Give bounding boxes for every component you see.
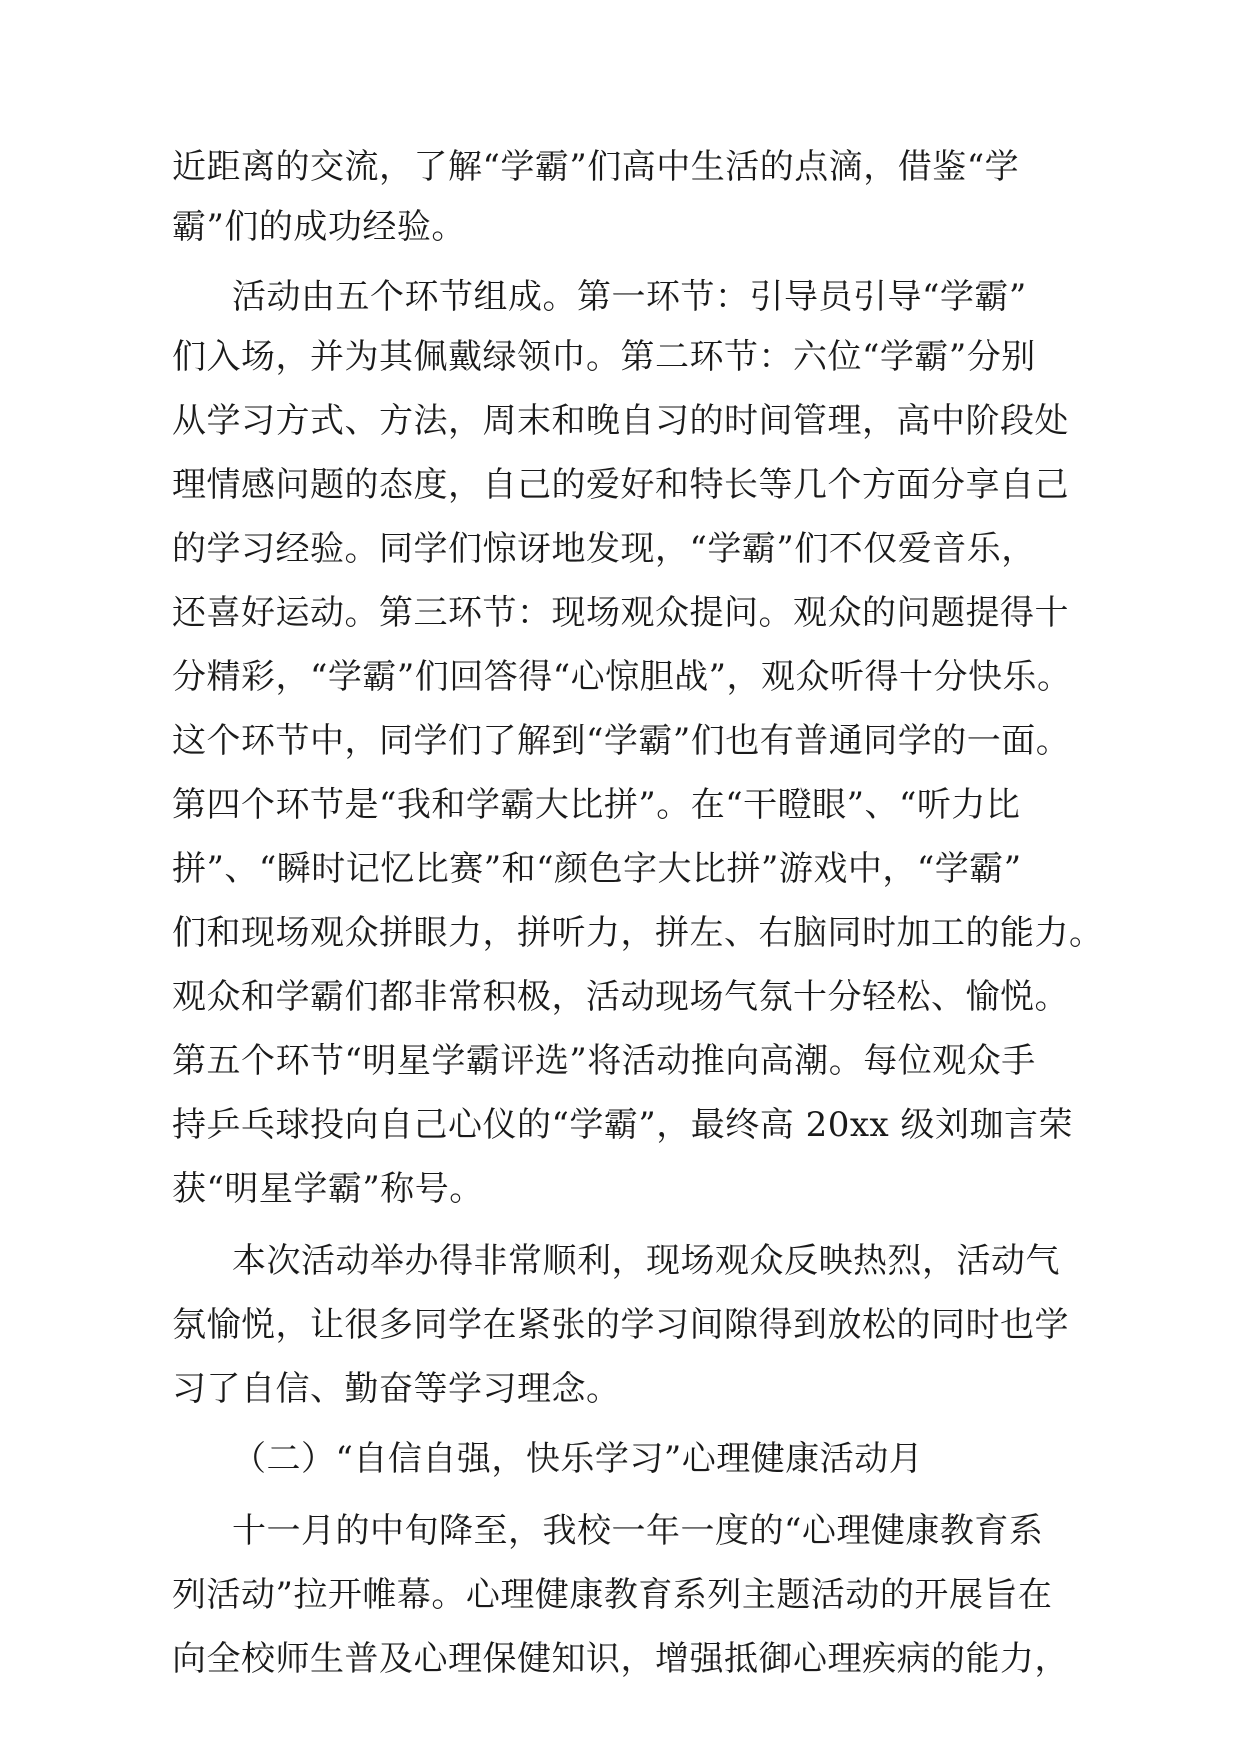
paragraph-line: 向全校师生普及心理保健知识，增强抵御心理疾病的能力， xyxy=(172,1639,1069,1679)
paragraph-line: 这个环节中，同学们了解到“学霸”们也有普通同学的一面。 xyxy=(172,721,1071,761)
paragraph-line: 第五个环节“明星学霸评选”将活动推向高潮。每位观众手 xyxy=(172,1041,1036,1081)
paragraph-line: 十一月的中旬降至，我校一年一度的“心理健康教育系 xyxy=(232,1511,1044,1551)
paragraph-line: 氛愉悦，让很多同学在紧张的学习间隙得到放松的同时也学 xyxy=(172,1305,1069,1345)
paragraph-line: 习了自信、勤奋等学习理念。 xyxy=(172,1369,621,1409)
paragraph-line: 持乒乓球投向自己心仪的“学霸”，最终高 20xx 级刘珈言荣 xyxy=(172,1105,1073,1145)
paragraph-line: 第四个环节是“我和学霸大比拼”。在“干瞪眼”、“听力比 xyxy=(172,785,1021,825)
paragraph-line: 的学习经验。同学们惊讶地发现，“学霸”们不仅爱音乐， xyxy=(172,529,1036,569)
paragraph-line: 观众和学霸们都非常积极，活动现场气氛十分轻松、愉悦。 xyxy=(172,977,1069,1017)
paragraph-line: 列活动”拉开帷幕。心理健康教育系列主题活动的开展旨在 xyxy=(172,1575,1053,1615)
paragraph-line: 理情感问题的态度，自己的爱好和特长等几个方面分享自己 xyxy=(172,465,1069,505)
paragraph-line: 从学习方式、方法，周末和晚自习的时间管理，高中阶段处 xyxy=(172,401,1069,441)
section-heading: （二）“自信自强，快乐学习”心理健康活动月 xyxy=(232,1439,924,1479)
paragraph-line: 们入场，并为其佩戴绿领巾。第二环节：六位“学霸”分别 xyxy=(172,337,1036,377)
paragraph-line: 拼”、“瞬时记忆比赛”和“颜色字大比拼”游戏中，“学霸” xyxy=(172,849,1022,889)
paragraph-line: 还喜好运动。第三环节：现场观众提问。观众的问题提得十 xyxy=(172,593,1069,633)
paragraph-line: 本次活动举办得非常顺利，现场观众反映热烈，活动气 xyxy=(232,1241,1060,1281)
paragraph-line: 活动由五个环节组成。第一环节：引导员引导“学霸” xyxy=(232,277,1027,317)
paragraph-line: 们和现场观众拼眼力，拼听力，拼左、右脑同时加工的能力。 xyxy=(172,913,1104,953)
paragraph-line: 获“明星学霸”称号。 xyxy=(172,1169,484,1209)
paragraph-line: 霸”们的成功经验。 xyxy=(172,207,466,247)
paragraph-line: 近距离的交流，了解“学霸”们高中生活的点滴，借鉴“学 xyxy=(172,147,1020,187)
paragraph-line: 分精彩，“学霸”们回答得“心惊胆战”，观众听得十分快乐。 xyxy=(172,657,1072,697)
